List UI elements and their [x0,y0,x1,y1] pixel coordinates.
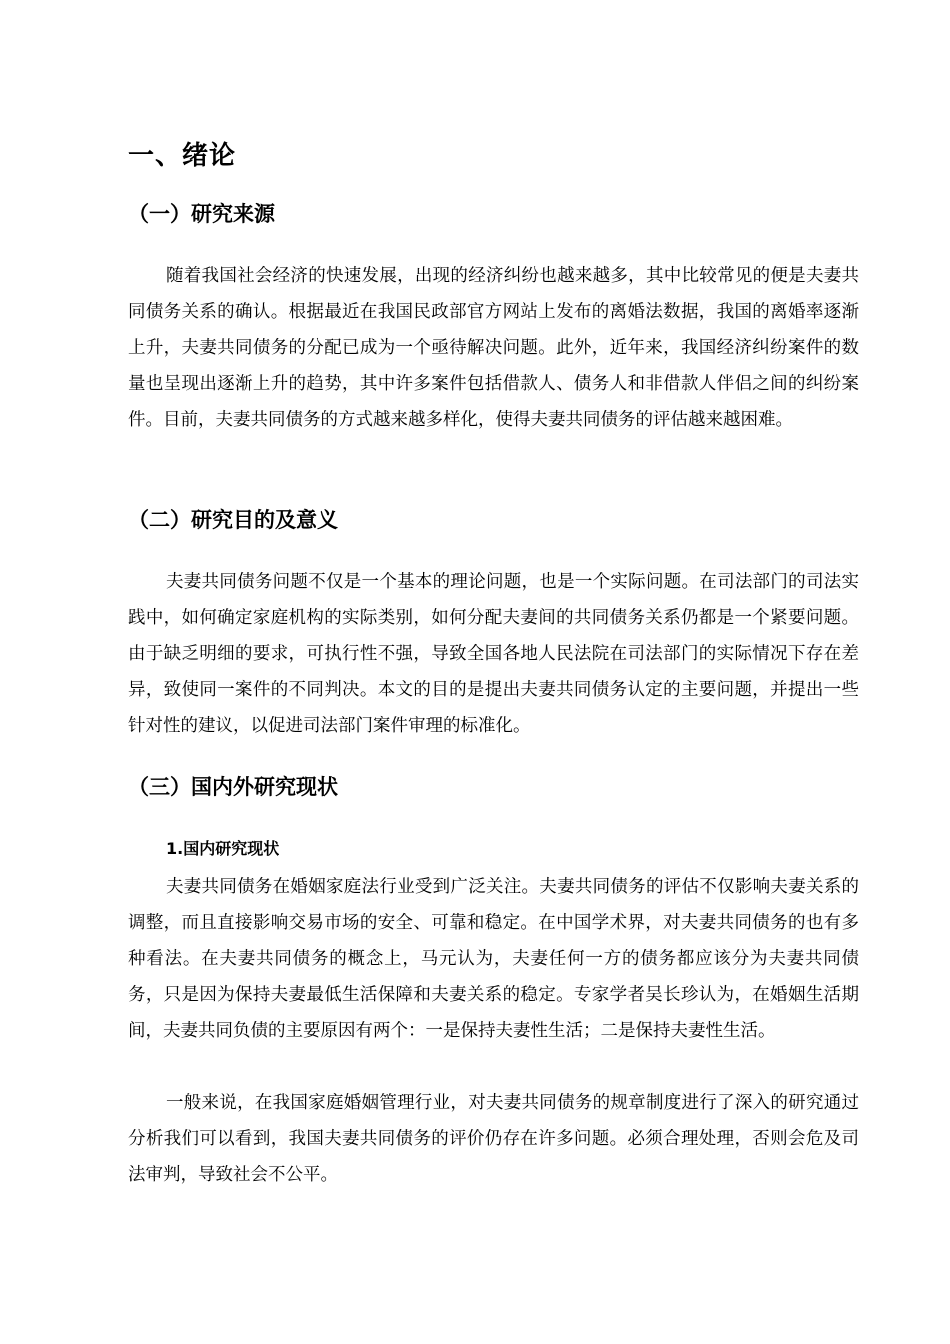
subsection-heading-domestic-status: 1.国内研究现状 [166,839,280,858]
section-heading-purpose-significance: （二）研究目的及意义 [128,508,338,532]
chapter-title: 一、绪论 [128,141,237,171]
paragraph-research-source: 随着我国社会经济的快速发展，出现的经济纠纷也越来越多，其中比较常见的便是夫妻共同债务关系的确认。根据最近在我国民政部官方网站上发布的离婚法数据，我国的离婚率逐渐上升，夫妻共同债务的分配已成为一个亟待解决问题。此外，近年来，我国经济纠纷案件的数量也呈现出逐渐上升的趋势，其中许多案件包括借款人、债务人和非借款人伴侣之间的纠纷案件。目前，夫妻共同债务的方式越来越多样化，使得夫妻共同债务的评估越来越困难。 [128,266,859,430]
section-heading-research-status: （三）国内外研究现状 [128,775,338,799]
paragraph-domestic-status-1: 夫妻共同债务在婚姻家庭法行业受到广泛关注。夫妻共同债务的评估不仅影响夫妻关系的调整，而且直接影响交易市场的安全、可靠和稳定。在中国学术界，对夫妻共同债务的也有多种看法。在夫妻共同债务的概念上，马元认为，夫妻任何一方的债务都应该分为夫妻共同债务，只是因为保持夫妻最低生活保障和夫妻关系的稳定。专家学者吴长珍认为，在婚姻生活期间，夫妻共同负债的主要原因有两个：一是保持夫妻性生活；二是保持夫妻性生活。 [128,877,859,1041]
paragraph-domestic-status-2: 一般来说，在我国家庭婚姻管理行业，对夫妻共同债务的规章制度进行了深入的研究通过分析我们可以看到，我国夫妻共同债务的评价仍存在许多问题。必须合理处理，否则会危及司法审判，导致社会不公平。 [128,1093,859,1185]
paragraph-purpose-significance: 夫妻共同债务问题不仅是一个基本的理论问题，也是一个实际问题。在司法部门的司法实践中，如何确定家庭机构的实际类别，如何分配夫妻间的共同债务关系仍都是一个紧要问题。由于缺乏明细的要求，可执行性不强，导致全国各地人民法院在司法部门的实际情况下存在差异，致使同一案件的不同判决。本文的目的是提出夫妻共同债务认定的主要问题，并提出一些针对性的建议，以促进司法部门案件审理的标准化。 [128,572,859,736]
section-heading-research-source: （一）研究来源 [128,202,275,226]
